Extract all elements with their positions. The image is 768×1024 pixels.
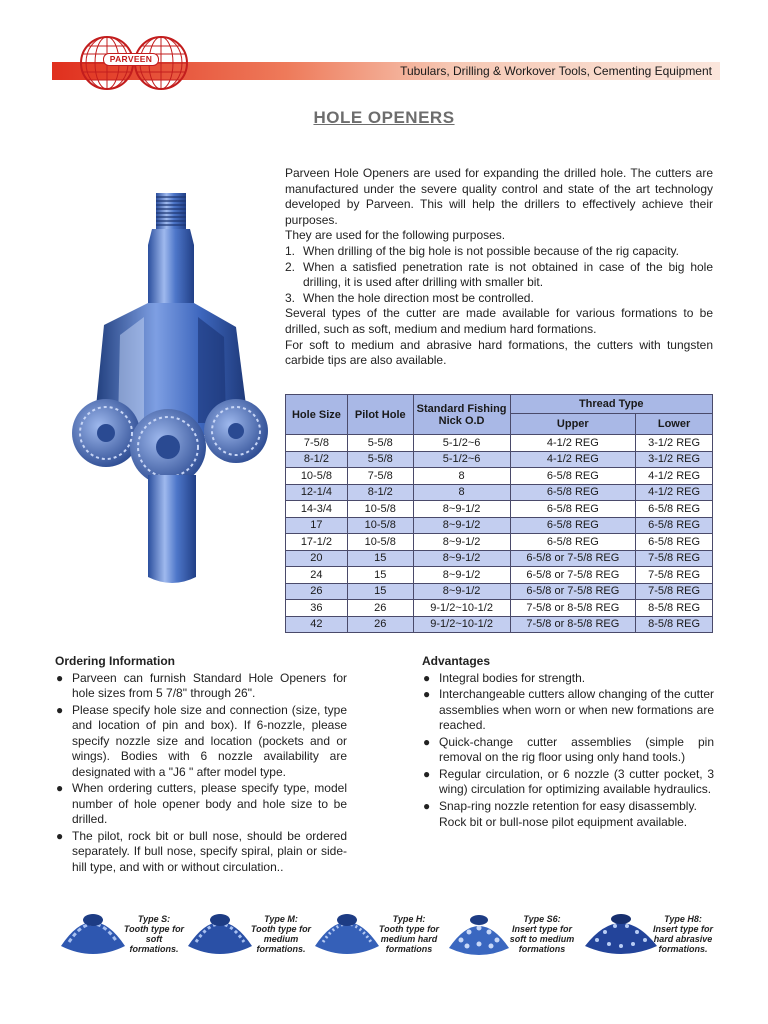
spec-table bbox=[285, 394, 713, 633]
purposes-list bbox=[285, 244, 713, 306]
cell-fishing-nick: 5-1/2~6 bbox=[413, 451, 510, 468]
cutter-type-h8 bbox=[579, 900, 715, 968]
intro-paragraph: They are used for the following purposes. bbox=[285, 228, 506, 243]
list-item bbox=[55, 781, 347, 828]
bullet-icon: ● bbox=[56, 670, 64, 685]
header-tagline: Tubulars, Drilling & Workover Tools, Cementing Equipment bbox=[400, 64, 712, 78]
column-header-fishing-nick: Standard Fishing Nick O.D bbox=[413, 395, 510, 435]
cell-upper-thread: 4-1/2 REG bbox=[510, 451, 636, 468]
cutter-type-m bbox=[182, 900, 314, 968]
list-number: 1. bbox=[285, 243, 296, 258]
cell-upper-thread: 6-5/8 or 7-5/8 REG bbox=[510, 550, 636, 567]
advantages-list bbox=[422, 671, 714, 815]
cutter-type-h bbox=[309, 900, 441, 968]
bullet-icon: ● bbox=[423, 687, 431, 701]
table-row bbox=[286, 451, 713, 468]
cell-pilot-hole: 15 bbox=[347, 550, 413, 567]
column-header-hole-size: Hole Size bbox=[286, 395, 348, 435]
bullet-icon: ● bbox=[56, 702, 64, 717]
cutter-type-name: Type M: bbox=[264, 914, 298, 924]
bullet-icon: ● bbox=[56, 781, 64, 795]
cell-pilot-hole: 5-5/8 bbox=[347, 435, 413, 452]
table-row bbox=[286, 600, 713, 617]
list-item bbox=[422, 671, 714, 687]
cutter-type-s bbox=[55, 900, 187, 968]
cell-pilot-hole: 10-5/8 bbox=[347, 501, 413, 518]
cell-upper-thread: 6-5/8 REG bbox=[510, 501, 636, 518]
cell-lower-thread: 4-1/2 REG bbox=[636, 484, 713, 501]
bullet-icon: ● bbox=[423, 766, 431, 781]
cell-fishing-nick: 9-1/2~10-1/2 bbox=[413, 600, 510, 617]
cell-lower-thread: 6-5/8 REG bbox=[636, 517, 713, 534]
bullet-icon: ● bbox=[56, 828, 64, 843]
cell-hole-size: 17 bbox=[286, 517, 348, 534]
list-item-text: Interchangeable cutters allow changing of the cutter assemblies when worn or when new formations are reached. bbox=[439, 687, 714, 732]
advantages-section bbox=[422, 654, 714, 831]
cutter-type-caption bbox=[123, 914, 185, 954]
list-item bbox=[285, 260, 713, 291]
cutter-type-desc: Tooth type for medium hard formations bbox=[378, 924, 440, 954]
cutter-type-name: Type S: bbox=[137, 914, 171, 924]
cell-hole-size: 42 bbox=[286, 616, 348, 633]
cell-pilot-hole: 10-5/8 bbox=[347, 517, 413, 534]
cell-fishing-nick: 5-1/2~6 bbox=[413, 435, 510, 452]
list-item bbox=[422, 735, 714, 766]
list-item-text: When ordering cutters, please specify type, model number of hole opener body and hole size to be drilled. bbox=[72, 781, 347, 826]
cutter-type-caption bbox=[509, 914, 575, 954]
cell-hole-size: 12-1/4 bbox=[286, 484, 348, 501]
cell-pilot-hole: 26 bbox=[347, 600, 413, 617]
bullet-icon: ● bbox=[423, 670, 431, 685]
cell-fishing-nick: 8 bbox=[413, 468, 510, 485]
list-item bbox=[55, 829, 347, 876]
table-row bbox=[286, 517, 713, 534]
cell-hole-size: 10-5/8 bbox=[286, 468, 348, 485]
list-item bbox=[55, 703, 347, 781]
cutter-m-icon bbox=[182, 902, 258, 964]
table-row bbox=[286, 484, 713, 501]
cell-upper-thread: 7-5/8 or 8-5/8 REG bbox=[510, 616, 636, 633]
brand-name: PARVEEN bbox=[103, 53, 159, 66]
cell-lower-thread: 3-1/2 REG bbox=[636, 435, 713, 452]
column-header-lower: Lower bbox=[636, 414, 713, 435]
bullet-icon: ● bbox=[423, 798, 431, 813]
cutter-h-icon bbox=[309, 902, 385, 964]
cutter-types-row bbox=[55, 900, 715, 968]
cutter-type-desc: Tooth type for soft formations. bbox=[123, 924, 185, 954]
cell-upper-thread: 6-5/8 REG bbox=[510, 468, 636, 485]
table-row bbox=[286, 616, 713, 633]
list-item-text: Regular circulation, or 6 nozzle (3 cutter pocket, 3 wing) circulation for optimizing available hydraulics. bbox=[439, 766, 714, 796]
cutter-type-name: Type H8: bbox=[664, 914, 702, 924]
list-item-text: Please specify hole size and connection (size, type and location of pin and box). If 6-nozzle, please specify nozzle size and location (pockets and or wings). Bodies with 6 nozzle availability are designated with a "J6 " after model type. bbox=[72, 702, 347, 779]
cell-hole-size: 20 bbox=[286, 550, 348, 567]
cell-lower-thread: 8-5/8 REG bbox=[636, 600, 713, 617]
hole-opener-image bbox=[48, 185, 270, 607]
table-row bbox=[286, 501, 713, 518]
list-item-text: Snap-ring nozzle retention for easy disassembly. bbox=[439, 798, 697, 813]
column-header-thread-type: Thread Type bbox=[510, 395, 713, 414]
cutter-s-icon bbox=[55, 902, 131, 964]
cell-lower-thread: 7-5/8 REG bbox=[636, 583, 713, 600]
cell-upper-thread: 6-5/8 REG bbox=[510, 517, 636, 534]
cutter-type-desc: Tooth type for medium formations. bbox=[250, 924, 312, 954]
cell-fishing-nick: 8~9-1/2 bbox=[413, 567, 510, 584]
intro-section bbox=[285, 166, 713, 369]
list-item bbox=[422, 799, 714, 815]
list-item-text: Quick-change cutter assemblies (simple pin removal on the rig floor using only hand tools.) bbox=[439, 734, 714, 764]
cell-hole-size: 26 bbox=[286, 583, 348, 600]
cell-fishing-nick: 9-1/2~10-1/2 bbox=[413, 616, 510, 633]
cell-fishing-nick: 8~9-1/2 bbox=[413, 517, 510, 534]
advantages-note: Rock bit or bull-nose pilot equipment available. bbox=[439, 815, 688, 829]
cell-lower-thread: 3-1/2 REG bbox=[636, 451, 713, 468]
cell-fishing-nick: 8~9-1/2 bbox=[413, 583, 510, 600]
ordering-list bbox=[55, 671, 347, 876]
column-header-pilot-hole: Pilot Hole bbox=[347, 395, 413, 435]
cutter-type-caption bbox=[250, 914, 312, 954]
cell-lower-thread: 4-1/2 REG bbox=[636, 468, 713, 485]
list-item bbox=[422, 767, 714, 798]
cell-pilot-hole: 7-5/8 bbox=[347, 468, 413, 485]
list-item-text: When the hole direction most be controlled. bbox=[303, 290, 534, 305]
cell-hole-size: 17-1/2 bbox=[286, 534, 348, 551]
cell-upper-thread: 6-5/8 REG bbox=[510, 534, 636, 551]
cutter-type-s6 bbox=[441, 900, 577, 968]
list-item bbox=[285, 244, 713, 260]
list-number: 2. bbox=[285, 259, 296, 274]
intro-paragraph: Parveen Hole Openers are used for expanding the drilled hole. The cutters are manufactured under the severe quality control and state of the art technology developed by Parveen. This will help the drillers to effectively achieve their purposes. bbox=[285, 166, 713, 227]
intro-paragraph: Several types of the cutter are made available for various formations to be drilled, such as soft, medium and medium hard formations. bbox=[285, 306, 713, 336]
list-item bbox=[285, 291, 713, 307]
list-item-text: Integral bodies for strength. bbox=[439, 670, 586, 685]
cell-hole-size: 36 bbox=[286, 600, 348, 617]
cell-fishing-nick: 8~9-1/2 bbox=[413, 550, 510, 567]
cell-pilot-hole: 15 bbox=[347, 567, 413, 584]
cell-upper-thread: 4-1/2 REG bbox=[510, 435, 636, 452]
cutter-s6-icon bbox=[441, 902, 517, 964]
table-row bbox=[286, 534, 713, 551]
table-row bbox=[286, 435, 713, 452]
cutter-type-name: Type H: bbox=[392, 914, 426, 924]
list-item-text: When drilling of the big hole is not possible because of the rig capacity. bbox=[303, 243, 679, 258]
ordering-section bbox=[55, 654, 347, 876]
cell-fishing-nick: 8~9-1/2 bbox=[413, 501, 510, 518]
table-row bbox=[286, 468, 713, 485]
column-header-upper: Upper bbox=[510, 414, 636, 435]
cell-lower-thread: 7-5/8 REG bbox=[636, 550, 713, 567]
cell-lower-thread: 6-5/8 REG bbox=[636, 534, 713, 551]
list-number: 3. bbox=[285, 290, 296, 305]
cell-hole-size: 14-3/4 bbox=[286, 501, 348, 518]
cell-fishing-nick: 8 bbox=[413, 484, 510, 501]
list-item bbox=[55, 671, 347, 702]
list-item-text: When a satisfied penetration rate is not obtained in case of the big hole drilling, it is used after drilling with smaller bit. bbox=[303, 259, 713, 290]
cell-hole-size: 8-1/2 bbox=[286, 451, 348, 468]
bullet-icon: ● bbox=[423, 734, 431, 749]
cutter-type-desc: Insert type for hard abrasive formations. bbox=[652, 924, 713, 954]
cell-hole-size: 7-5/8 bbox=[286, 435, 348, 452]
list-item-text: Parveen can furnish Standard Hole Openers for hole sizes from 5 7/8" through 26". bbox=[72, 670, 347, 700]
cell-upper-thread: 6-5/8 or 7-5/8 REG bbox=[510, 567, 636, 584]
table-row bbox=[286, 550, 713, 567]
cell-lower-thread: 7-5/8 REG bbox=[636, 567, 713, 584]
cell-upper-thread: 6-5/8 or 7-5/8 REG bbox=[510, 583, 636, 600]
cell-pilot-hole: 15 bbox=[347, 583, 413, 600]
cell-pilot-hole: 26 bbox=[347, 616, 413, 633]
table-body bbox=[286, 435, 713, 633]
cell-pilot-hole: 5-5/8 bbox=[347, 451, 413, 468]
cutter-type-caption bbox=[651, 914, 715, 954]
table-row bbox=[286, 567, 713, 584]
list-item bbox=[422, 687, 714, 734]
intro-paragraph: For soft to medium and abrasive hard formations, the cutters with tungsten carbide tips are also available. bbox=[285, 337, 713, 368]
cutter-type-name: Type S6: bbox=[523, 914, 561, 924]
cell-lower-thread: 6-5/8 REG bbox=[636, 501, 713, 518]
cell-pilot-hole: 10-5/8 bbox=[347, 534, 413, 551]
table-row bbox=[286, 583, 713, 600]
cell-pilot-hole: 8-1/2 bbox=[347, 484, 413, 501]
advantages-heading: Advantages bbox=[422, 654, 491, 668]
cutter-type-caption bbox=[377, 914, 441, 954]
cell-fishing-nick: 8~9-1/2 bbox=[413, 534, 510, 551]
cell-lower-thread: 8-5/8 REG bbox=[636, 616, 713, 633]
cell-upper-thread: 7-5/8 or 8-5/8 REG bbox=[510, 600, 636, 617]
ordering-heading: Ordering Information bbox=[55, 654, 175, 668]
cutter-type-desc: Insert type for soft to medium formations bbox=[509, 924, 575, 954]
cell-upper-thread: 6-5/8 REG bbox=[510, 484, 636, 501]
list-item-text: The pilot, rock bit or bull nose, should be ordered separately. If bull nose, specify spiral, plain or side-hill type, and with or without circulation.. bbox=[72, 828, 347, 874]
page-title: HOLE OPENERS bbox=[313, 108, 455, 127]
cell-hole-size: 24 bbox=[286, 567, 348, 584]
